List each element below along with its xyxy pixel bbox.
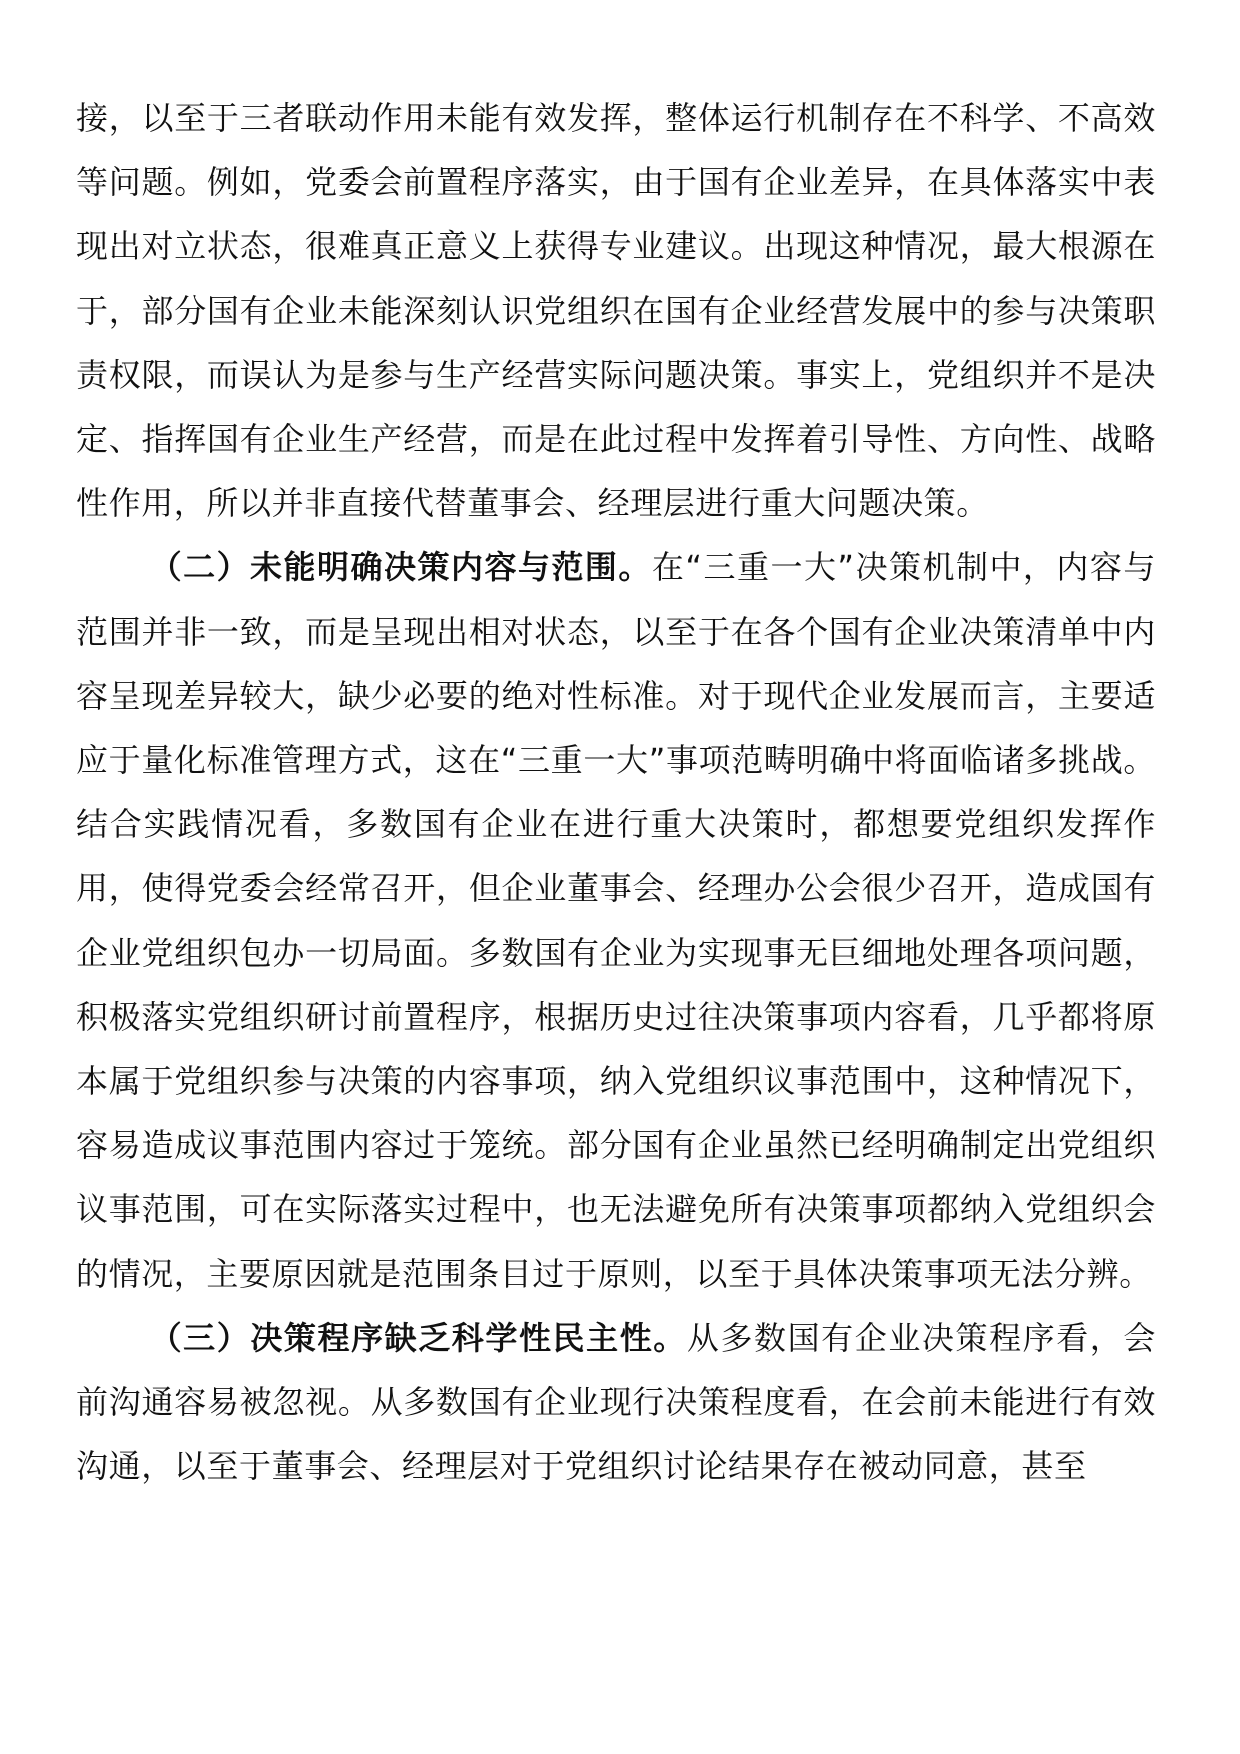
- paragraph-continuation: 接，以至于三者联动作用未能有效发挥，整体运行机制存在不科学、不高效等问题。例如，党委会前置程序落实，由于国有企业差异，在具体落实中表现出对立状态，很难真正意义上获得专业建议。出现这种情况，最大根源在于，部分国有企业未能深刻认识党组织在国有企业经营发展中的参与决策职责权限，而误认为是参与生产经营实际问题决策。事实上，党组织并不是决定、指挥国有企业生产经营，而是在此过程中发挥着引导性、方向性、战略性作用，所以并非直接代替董事会、经理层进行重大问题决策。: [76, 99, 1156, 523]
- paragraph-section-3: [76, 1306, 1156, 1499]
- section-2-body: 在“三重一大”决策机制中，内容与范围并非一致，而是呈现出相对状态，以至于在各个国有企业决策清单中内容呈现差异较大，缺少必要的绝对性标准。对于现代企业发展而言，主要适应于量化标准管理方式，这在“三重一大”事项范畴明确中将面临诸多挑战。结合实践情况看，多数国有企业在进行重大决策时，都想要党组织发挥作用，使得党委会经常召开，但企业董事会、经理办公会很少召开，造成国有企业党组织包办一切局面。多数国有企业为实现事无巨细地处理各项问题，积极落实党组织研讨前置程序，根据历史过往决策事项内容看，几乎都将原本属于党组织参与决策的内容事项，纳入党组织议事范围中，这种情况下，容易造成议事范围内容过于笼统。部分国有企业虽然已经明确制定出党组织议事范围，可在实际落实过程中，也无法避免所有决策事项都纳入党组织会的情况，主要原因就是范围条目过于原则，以至于具体决策事项无法分辨。: [76, 548, 1156, 1293]
- section-3-body: 从多数国有企业决策程序看，会前沟通容易被忽视。从多数国有企业现行决策程度看，在会前未能进行有效沟通，以至于董事会、经理层对于党组织讨论结果存在被动同意，甚至: [76, 1318, 1156, 1486]
- section-2-heading: （二）未能明确决策内容与范围。: [149, 548, 652, 587]
- paragraph-section-2: [76, 535, 1156, 1305]
- document-page: [76, 86, 1156, 1498]
- section-3-heading: （三）决策程序缺乏科学性民主性。: [149, 1318, 687, 1357]
